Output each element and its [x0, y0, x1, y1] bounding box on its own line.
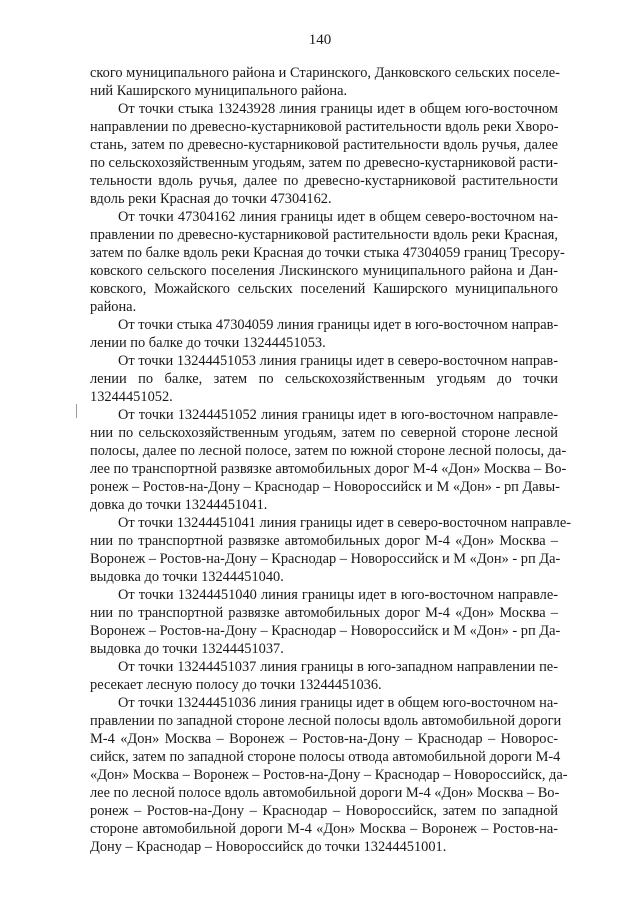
text-line: выдовка до точки 13244451037.: [90, 641, 284, 657]
text-line: нии по транспортной развязке автомобильных дорог М-4 «Дон» Москва –: [90, 533, 558, 549]
text-line: вдоль реки Красная до точки 47304162.: [90, 191, 332, 207]
text-line: От точки стыка 47304059 линия границы идет в юго-восточном направ-: [118, 317, 559, 333]
margin-mark: [76, 404, 77, 418]
text-line: Воронеж – Ростов-на-Дону – Краснодар – Новороссийск и М «Дон» - рп Да-: [90, 623, 561, 639]
text-line: 13244451052.: [90, 389, 173, 405]
text-line: От точки 13244451040 линия границы идет в юго-восточном направле-: [118, 587, 558, 603]
text-line: От точки 13244451036 линия границы идет в общем юго-восточном на-: [118, 695, 558, 711]
text-line: стороне автомобильной дороги М-4 «Дон» Москва – Воронеж – Ростов-на-: [90, 821, 558, 837]
text-line: Воронеж – Ростов-на-Дону – Краснодар – Новороссийск и М «Дон» - рп Да-: [90, 551, 561, 567]
page-number: 140: [308, 32, 332, 48]
text-line: ний Каширского муниципального района.: [90, 83, 348, 99]
text-line: ресекает лесную полосу до точки 13244451036.: [90, 677, 382, 693]
text-line: ковского, Можайского сельских поселений Каширского муниципального: [90, 281, 558, 297]
text-line: довка до точки 13244451041.: [90, 497, 268, 513]
text-line: От точки 13244451041 линия границы идет в северо-восточном направле-: [118, 515, 572, 531]
text-line: «Дон» Москва – Воронеж – Ростов-на-Дону – Краснодар – Новороссийск, да-: [90, 767, 568, 783]
text-line: лее по транспортной развязке автомобильных дорог М-4 «Дон» Москва – Во-: [90, 461, 567, 477]
text-line: Дону – Краснодар – Новороссийск до точки 13244451001.: [90, 839, 447, 855]
text-line: ского муниципального района и Старинского, Данковского сельских поселе-: [90, 65, 560, 81]
text-line: направлении по древесно-кустарниковой растительности вдоль реки Хворо-: [90, 119, 559, 135]
text-line: стань, затем по древесно-кустарниковой растительности вдоль ручья, далее: [90, 137, 558, 153]
text-line: лении по балке, затем по сельскохозяйственным угодьям до точки: [90, 371, 558, 387]
text-line: правлении по древесно-кустарниковой растительности вдоль реки Красная,: [90, 227, 558, 243]
text-line: ковского сельского поселения Лискинского муниципального района и Дан-: [90, 263, 558, 279]
text-line: лении по балке до точки 13244451053.: [90, 335, 326, 351]
text-line: района.: [90, 299, 137, 315]
text-line: сийск, затем по западной стороне полосы отвода автомобильной дороги М-4: [90, 749, 561, 765]
text-line: М-4 «Дон» Москва – Воронеж – Ростов-на-Дону – Краснодар – Новорос-: [90, 731, 558, 747]
text-line: От точки 13244451052 линия границы идет в юго-восточном направле-: [118, 407, 558, 423]
text-line: затем по балке вдоль реки Красная до точки стыка 47304059 границ Тресору-: [90, 245, 565, 261]
document-body: [90, 64, 572, 856]
text-line: тельности вдоль ручья, далее по древесно-кустарниковой растительности: [90, 173, 558, 189]
text-line: нии по сельскохозяйственным угодьям, затем по северной стороне лесной: [90, 425, 558, 441]
text-line: полосы, далее по лесной полосе, затем по южной стороне лесной полосы, да-: [90, 443, 567, 459]
text-line: правлении по западной стороне лесной полосы вдоль автомобильной дороги: [90, 713, 562, 729]
text-line: лее по лесной полосе вдоль автомобильной дороги М-4 «Дон» Москва – Во-: [90, 785, 560, 801]
text-line: ронеж – Ростов-на-Дону – Краснодар – Новороссийск и М «Дон» - рп Давы-: [90, 479, 560, 495]
text-line: От точки стыка 13243928 линия границы идет в общем юго-восточном: [118, 101, 558, 117]
text-line: нии по транспортной развязке автомобильных дорог М-4 «Дон» Москва –: [90, 605, 558, 621]
text-line: От точки 13244451037 линия границы в юго-западном направлении пе-: [118, 659, 558, 675]
text-line: От точки 47304162 линия границы идет в общем северо-восточном на-: [118, 209, 558, 225]
text-line: выдовка до точки 13244451040.: [90, 569, 284, 585]
text-line: ронеж – Ростов-на-Дону – Краснодар – Новороссийск, затем по западной: [90, 803, 558, 819]
text-line: От точки 13244451053 линия границы идет в северо-восточном направ-: [118, 353, 558, 369]
text-line: по сельскохозяйственным угодьям, затем по древесно-кустарниковой расти-: [90, 155, 558, 171]
